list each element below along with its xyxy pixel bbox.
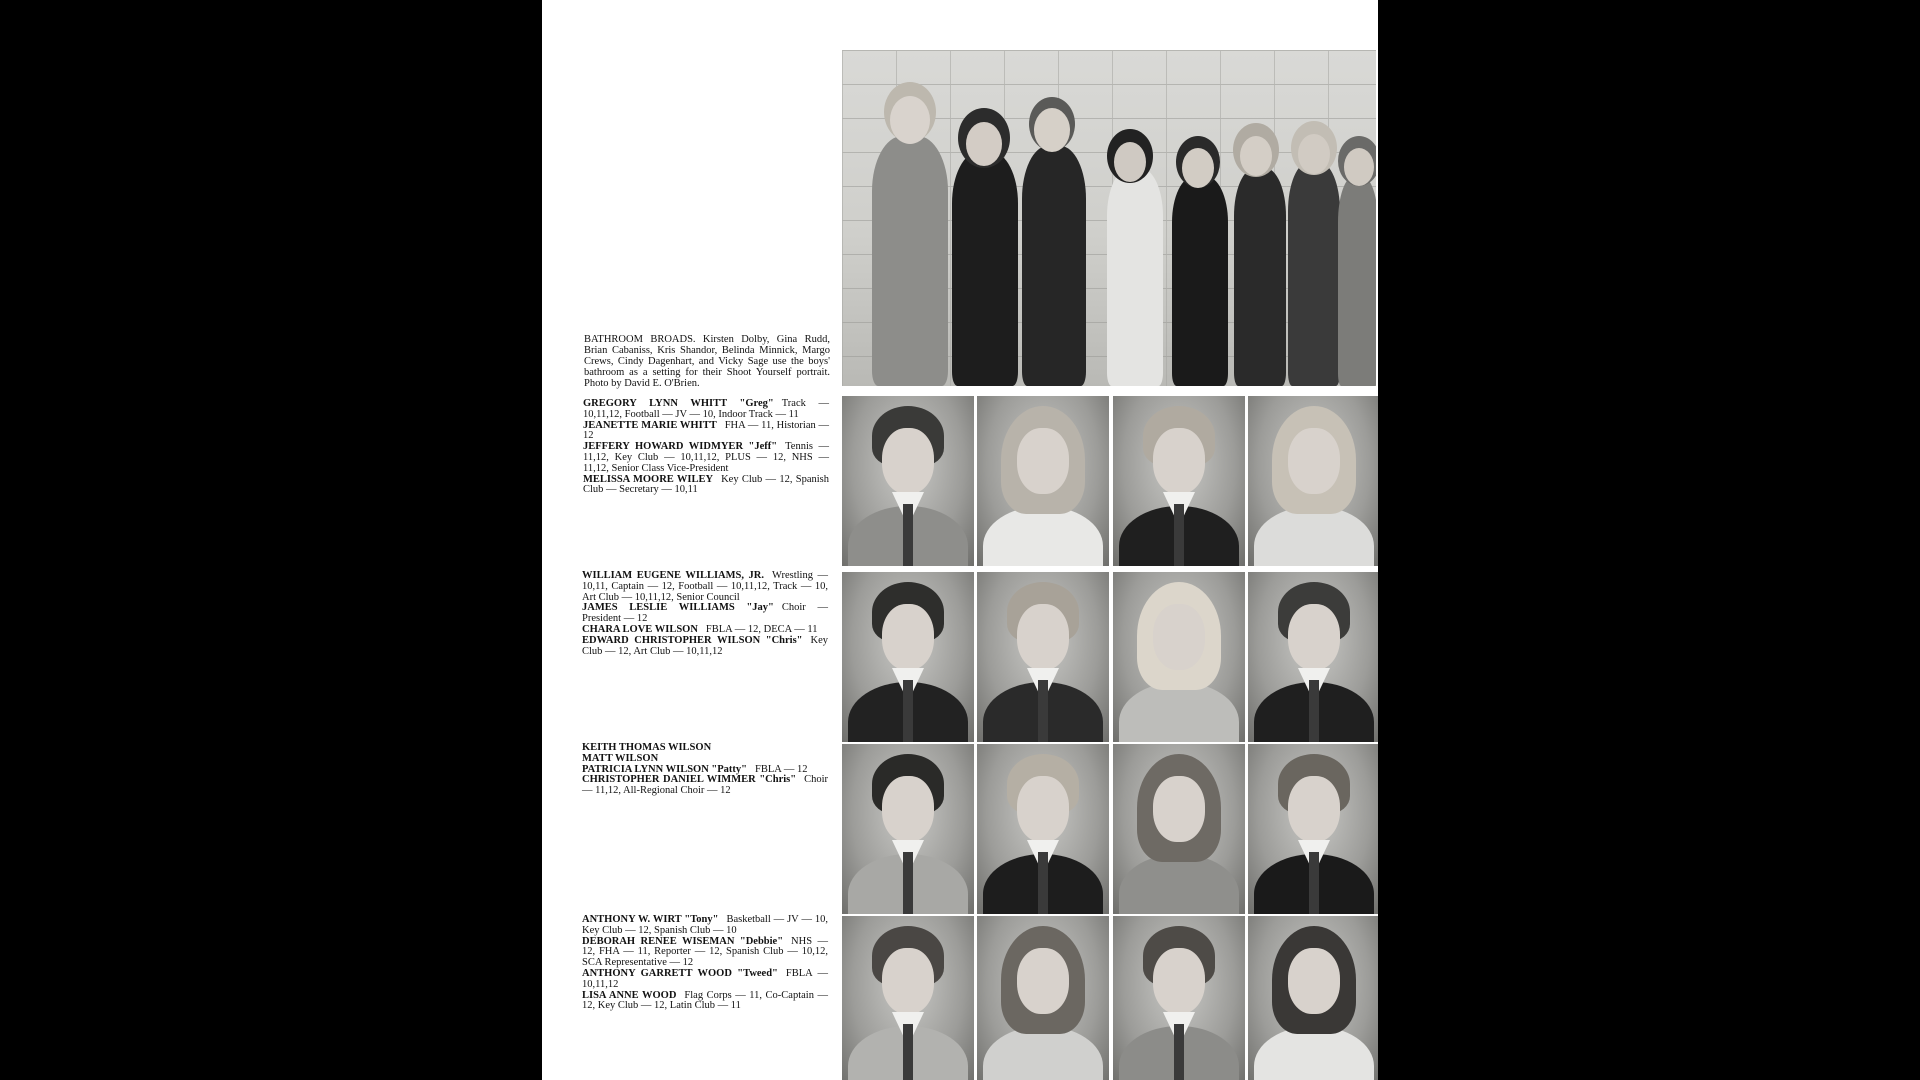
senior-activities: Basketball — JV — 10, Key Club — 12, Spanish Club — 10 xyxy=(582,914,828,936)
senior-entry xyxy=(582,991,828,1013)
group-photo xyxy=(842,50,1376,386)
senior-entry xyxy=(583,421,829,443)
senior-name: CHARA LOVE WILSON xyxy=(582,623,698,635)
senior-activities: NHS — 12, FHA — 11, Reporter — 12, Spanish Club — 10,12, SCA Representative — 12 xyxy=(582,935,828,969)
senior-portrait xyxy=(977,744,1109,914)
senior-name: ANTHONY GARRETT WOOD "Tweed" xyxy=(582,967,778,979)
senior-portrait xyxy=(977,916,1109,1080)
yearbook-page xyxy=(542,0,1378,1080)
senior-name: KEITH THOMAS WILSON xyxy=(582,742,712,753)
senior-portrait xyxy=(977,396,1109,566)
senior-name: GREGORY LYNN WHITT "Greg" xyxy=(583,398,774,409)
senior-name: ANTHONY W. WIRT "Tony" xyxy=(582,914,719,925)
senior-activities: Key Club — 12, Spanish Club — Secretary — 10,11 xyxy=(583,473,829,496)
senior-name: MATT WILSON xyxy=(582,752,659,764)
senior-portrait xyxy=(1248,744,1378,914)
senior-activities: Key Club — 12, Art Club — 10,11,12 xyxy=(582,634,828,657)
senior-portrait xyxy=(1248,572,1378,742)
senior-entry xyxy=(582,775,828,797)
senior-activities: Choir — 11,12, All-Regional Choir — 12 xyxy=(582,774,828,797)
senior-name: PATRICIA LYNN WILSON "Patty" xyxy=(582,763,748,775)
senior-activities: FBLA — 12 xyxy=(755,763,808,775)
senior-name: LISA ANNE WOOD xyxy=(582,989,677,1001)
senior-portrait xyxy=(1248,916,1378,1080)
senior-entry xyxy=(583,475,829,497)
senior-entries-row-1 xyxy=(583,399,829,496)
senior-entries-row-3 xyxy=(582,743,828,797)
senior-entry xyxy=(582,571,828,603)
senior-entries-row-2 xyxy=(582,571,828,657)
senior-entry xyxy=(583,399,829,421)
senior-activities: Tennis — 11,12, Key Club — 10,11,12, PLUS — 12, NHS — 11,12, Senior Class Vice-President xyxy=(583,441,829,474)
senior-entries-row-4 xyxy=(582,915,828,1012)
senior-portrait xyxy=(1248,396,1378,566)
senior-entry xyxy=(583,442,829,474)
senior-entry xyxy=(582,969,828,991)
senior-portrait xyxy=(842,572,974,742)
senior-name: MELISSA MOORE WILEY xyxy=(583,473,714,485)
senior-entry xyxy=(582,636,828,658)
senior-portrait xyxy=(1113,396,1245,566)
senior-name: EDWARD CHRISTOPHER WILSON "Chris" xyxy=(582,634,803,646)
senior-activities: Track — 10,11,12, Football — JV — 10, Indoor Track — 11 xyxy=(583,398,829,420)
photo-caption: BATHROOM BROADS. Kirsten Dolby, Gina Rudd, Brian Cabaniss, Kris Shandor, Belinda Minnick, Margo Crews, Cindy Dagenhart, and Vicky Sage use the boys' bathroom as a setting for their Shoot Yourself portrait. Photo by David E. O'Brien. xyxy=(584,334,830,389)
senior-portrait xyxy=(842,916,974,1080)
senior-portrait xyxy=(1113,744,1245,914)
senior-portrait xyxy=(1113,916,1245,1080)
senior-entry xyxy=(582,603,828,625)
senior-name: CHRISTOPHER DANIEL WIMMER "Chris" xyxy=(582,774,797,786)
senior-activities: Wrestling — 10,11, Captain — 12, Football — 10,11,12, Track — 10, Art Club — 10,11,12, Senior Council xyxy=(582,570,828,603)
senior-portrait xyxy=(842,396,974,566)
senior-entry xyxy=(582,937,828,969)
senior-portrait xyxy=(842,744,974,914)
senior-name: JAMES LESLIE WILLIAMS "Jay" xyxy=(582,602,774,614)
senior-name: JEANETTE MARIE WHITT xyxy=(583,419,717,431)
senior-activities: FBLA — 10,11,12 xyxy=(582,967,828,990)
senior-portrait xyxy=(1113,572,1245,742)
senior-entry xyxy=(582,915,828,937)
senior-activities: FHA — 11, Historian — 12 xyxy=(583,419,829,442)
senior-name: JEFFERY HOWARD WIDMYER "Jeff" xyxy=(583,441,778,453)
senior-portrait xyxy=(977,572,1109,742)
senior-name: WILLIAM EUGENE WILLIAMS, JR. xyxy=(582,570,764,581)
senior-activities: Choir — President — 12 xyxy=(582,602,828,625)
senior-name: DEBORAH RENEE WISEMAN "Debbie" xyxy=(582,935,784,947)
senior-activities: Flag Corps — 11, Co-Captain — 12, Key Club — 12, Latin Club — 11 xyxy=(582,989,828,1012)
senior-activities: FBLA — 12, DECA — 11 xyxy=(705,623,818,635)
